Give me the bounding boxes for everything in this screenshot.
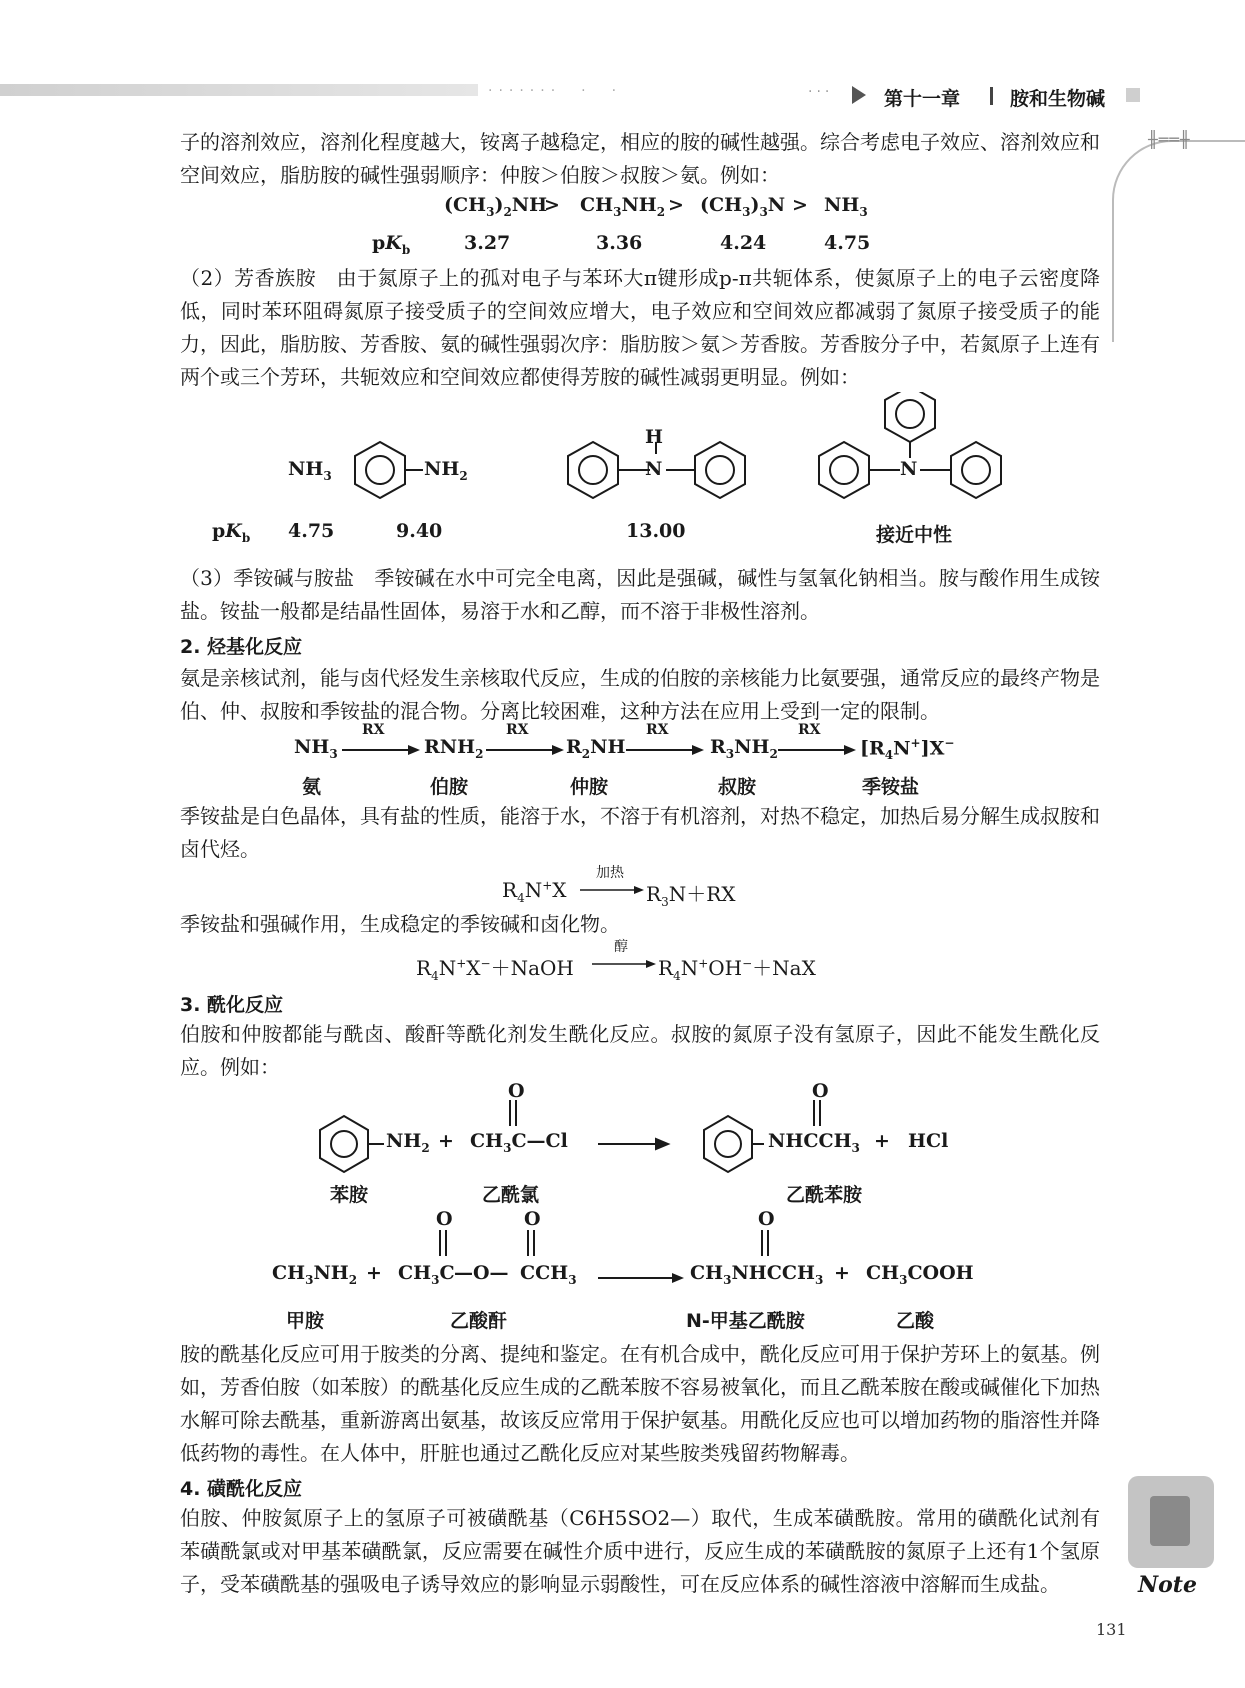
compound-name: 乙酰苯胺 <box>786 1184 863 1206</box>
species-name: 仲胺 <box>570 776 609 798</box>
gt-sign: > <box>544 194 560 216</box>
paragraph-alkylation: 氨是亲核试剂，能与卤代烃发生亲核取代反应，生成的伯胺的亲核能力比氨要强，通常反应的最终产物是伯、仲、叔胺和季铵盐的混合物。分离比较困难，这种方法在应用上受到一定的限制。 <box>180 666 1100 723</box>
species: $[R_4N^+]X^-$ <box>860 736 955 763</box>
diphenylamine-h: H <box>645 426 663 448</box>
benzene-ring <box>951 442 1001 498</box>
acetic-acid: $CH_3COOH$ <box>866 1262 974 1287</box>
pkb-value: 3.36 <box>596 232 643 254</box>
reagent-label: RX <box>362 722 385 738</box>
species: $RNH_2$ <box>424 736 484 761</box>
paragraph-acylation: 伯胺和仲胺都能与酰卤、酸酐等酰化剂发生酰化反应。叔胺的氮原子没有氢原子，因此不能发生酰化反应。例如： <box>180 1022 1100 1079</box>
n-methylacetamide: $CH_3NHCCH_3$ <box>690 1262 824 1287</box>
margin-curve-decor <box>1112 140 1245 342</box>
diphenylamine-n: N <box>645 458 663 480</box>
compound-name: N-甲基乙酰胺 <box>686 1310 805 1332</box>
page-number: 131 <box>1096 1620 1127 1639</box>
plus-sign: + <box>874 1130 890 1152</box>
species: $NH_3$ <box>294 736 338 761</box>
pkb-label: $pK_b$ <box>212 520 251 545</box>
pkb-value: 13.00 <box>626 520 686 542</box>
benzene-ring <box>819 442 869 498</box>
benzene-ring <box>704 1116 752 1172</box>
paragraph-aromatic-amines: （2）芳香族胺 由于氮原子上的孤对电子与苯环大π键形成p-π共轭体系，使氮原子上的电子云密度降低，同时苯环阻碍氮原子接受质子的空间效应增大，电子效应和空间效应都减弱了氮原子接受质子的能力，因此，脂肪胺、芳香胺、氨的碱性强弱次序：脂肪胺＞氨＞芳香胺。芳香胺分子中，若氮原子上连有两个或三个芳环，共轭效应和空间效应都使得芳胺的碱性减弱更明显。例如： <box>180 266 1100 389</box>
pkb-label: $pK_b$ <box>372 232 411 257</box>
benzene-ring <box>320 1116 368 1172</box>
compound-trimethylamine: $(CH_3)_3N$ <box>700 194 786 219</box>
carbonyl-oxygen: O <box>508 1080 525 1102</box>
anhydride-right: $CCH_3$ <box>520 1262 577 1287</box>
reagent-label: RX <box>646 722 669 738</box>
chapter-title: 胺和生物碱 <box>1010 88 1106 110</box>
carbonyl-oxygen: O <box>436 1208 453 1230</box>
equation-decomposition-left: $R_4N^+X$ <box>502 878 567 905</box>
acylation-scheme-2-bonds <box>360 1222 860 1262</box>
section-heading: 2. 烃基化反应 <box>180 636 303 658</box>
compound-name: 乙酰氯 <box>482 1184 540 1206</box>
species-name: 季铵盐 <box>862 776 920 798</box>
paragraph-acylation-use: 胺的酰基化反应可用于胺类的分离、提纯和鉴定。在有机合成中，酰化反应可用于保护芳环上的氨基。例如，芳香伯胺（如苯胺）的酰基化反应生成的乙酰苯胺不容易被氧化，而且乙酰苯胺在酸或碱催化下加热水解可除去酰基，重新游离出氨基，故该反应常用于保护氨基。用酰化反应也可以增加药物的脂溶性并降低药物的毒性。在人体中，肝脏也通过乙酰化反应对某些胺类残留药物解毒。 <box>180 1342 1100 1465</box>
compound-name: 乙酸 <box>896 1310 935 1332</box>
pkb-value: 4.24 <box>720 232 767 254</box>
reagent-label: RX <box>506 722 529 738</box>
acetanilide-group: $NHCCH_3$ <box>768 1130 860 1155</box>
aniline-nh2: $NH_2$ <box>424 458 468 483</box>
species: $R_3NH_2$ <box>710 736 778 761</box>
species-name: 叔胺 <box>718 776 757 798</box>
section-heading: 3. 酰化反应 <box>180 994 284 1016</box>
pkb-value: 9.40 <box>396 520 443 542</box>
carbonyl-oxygen: O <box>524 1208 541 1230</box>
header-dots: ······· · · <box>488 83 623 99</box>
section-heading: 4. 磺酰化反应 <box>180 1478 303 1500</box>
compound-methylamine: $CH_3NH_2$ <box>580 194 666 219</box>
plus-sign: + <box>438 1130 454 1152</box>
margin-marks-decor: ╫══╫ <box>1148 130 1191 149</box>
acetyl-chloride: $CH_3C—Cl$ <box>470 1130 568 1155</box>
benzene-ring <box>568 442 618 498</box>
paragraph-sulfonylation: 伯胺、仲胺氮原子上的氢原子可被磺酰基（C6H5SO2—）取代，生成苯磺酰胺。常用的磺酰化试剂有苯磺酰氯或对甲基苯磺酰氯，反应需要在碱性介质中进行，反应生成的苯磺酰胺的氮原子上还有1个氢原子，受苯磺酰基的强吸电子诱导效应的影响显示弱酸性，可在反应体系的碱性溶液中溶解而生成盐。 <box>180 1506 1100 1596</box>
header-square-icon <box>1126 88 1140 102</box>
benzene-ring <box>695 442 745 498</box>
compound-name: 苯胺 <box>330 1184 369 1206</box>
compound-dimethylamine: $(CH_3)_2NH$ <box>444 194 548 219</box>
ammonia-formula: $NH_3$ <box>288 458 332 483</box>
hcl: HCl <box>908 1130 949 1152</box>
benzene-ring <box>355 442 405 498</box>
pkb-value: 3.27 <box>464 232 511 254</box>
species-name: 氨 <box>302 776 322 798</box>
gt-sign: > <box>792 194 808 216</box>
pkb-value: 4.75 <box>288 520 335 542</box>
equation-base-right: $R_4N^+OH^-+NaX$ <box>658 956 816 983</box>
compound-ammonia: $NH_3$ <box>824 194 868 219</box>
pkb-value: 4.75 <box>824 232 871 254</box>
paragraph-quaternary-salt: 季铵盐是白色晶体，具有盐的性质，能溶于水，不溶于有机溶剂，对热不稳定，加热后易分解生成叔胺和卤代烃。 <box>180 804 1100 861</box>
header-decor-bar <box>0 84 478 96</box>
reagent-label: RX <box>798 722 821 738</box>
methylamine: $CH_3NH_2$ <box>272 1262 358 1287</box>
gt-sign: > <box>668 194 684 216</box>
equation-decomposition-right: $R_3N+RX$ <box>646 882 736 909</box>
pkb-value: 接近中性 <box>876 524 953 546</box>
paragraph-solvent-effect: 子的溶剂效应，溶剂化程度越大，铵离子越稳定，相应的胺的碱性越强。综合考虑电子效应、溶剂效应和空间效应，脂肪胺的碱性强弱顺序：仲胺＞伯胺＞叔胺＞氨。例如： <box>180 130 1100 187</box>
anhydride-mid: —O— <box>454 1262 509 1284</box>
plus-sign: + <box>366 1262 382 1284</box>
compound-name: 乙酸酐 <box>450 1310 508 1332</box>
note-label: Note <box>1138 1572 1197 1598</box>
compound-name: 甲胺 <box>286 1310 325 1332</box>
paragraph-quaternary: （3）季铵碱与胺盐 季铵碱在水中可完全电离，因此是强碱，碱性与氢氧化钠相当。胺与酸作用生成铵盐。铵盐一般都是结晶性固体，易溶于水和乙醇，而不溶于非极性溶剂。 <box>180 566 1100 623</box>
carbonyl-oxygen: O <box>758 1208 775 1230</box>
chapter-label: 第十一章 <box>884 88 961 110</box>
condition-alcohol: 醇 <box>614 939 628 955</box>
triphenylamine-n: N <box>900 458 918 480</box>
anhydride-left: $CH_3C$ <box>398 1262 455 1287</box>
paragraph-strong-base: 季铵盐和强碱作用，生成稳定的季铵碱和卤化物。 <box>180 912 620 936</box>
aniline-nh2: $NH_2$ <box>386 1130 430 1155</box>
condition-heat: 加热 <box>596 865 624 881</box>
header-dots-right: ··· <box>808 84 834 100</box>
header-arrow-icon <box>852 86 866 104</box>
species-name: 伯胺 <box>430 776 469 798</box>
equation-base-left: $R_4N^+X^-+NaOH$ <box>416 956 574 983</box>
plus-sign: + <box>834 1262 850 1284</box>
carbonyl-oxygen: O <box>812 1080 829 1102</box>
header-separator <box>990 87 993 105</box>
species: $R_2NH$ <box>566 736 626 761</box>
reaction-arrow <box>596 1262 686 1292</box>
note-icon-inner <box>1150 1496 1190 1546</box>
